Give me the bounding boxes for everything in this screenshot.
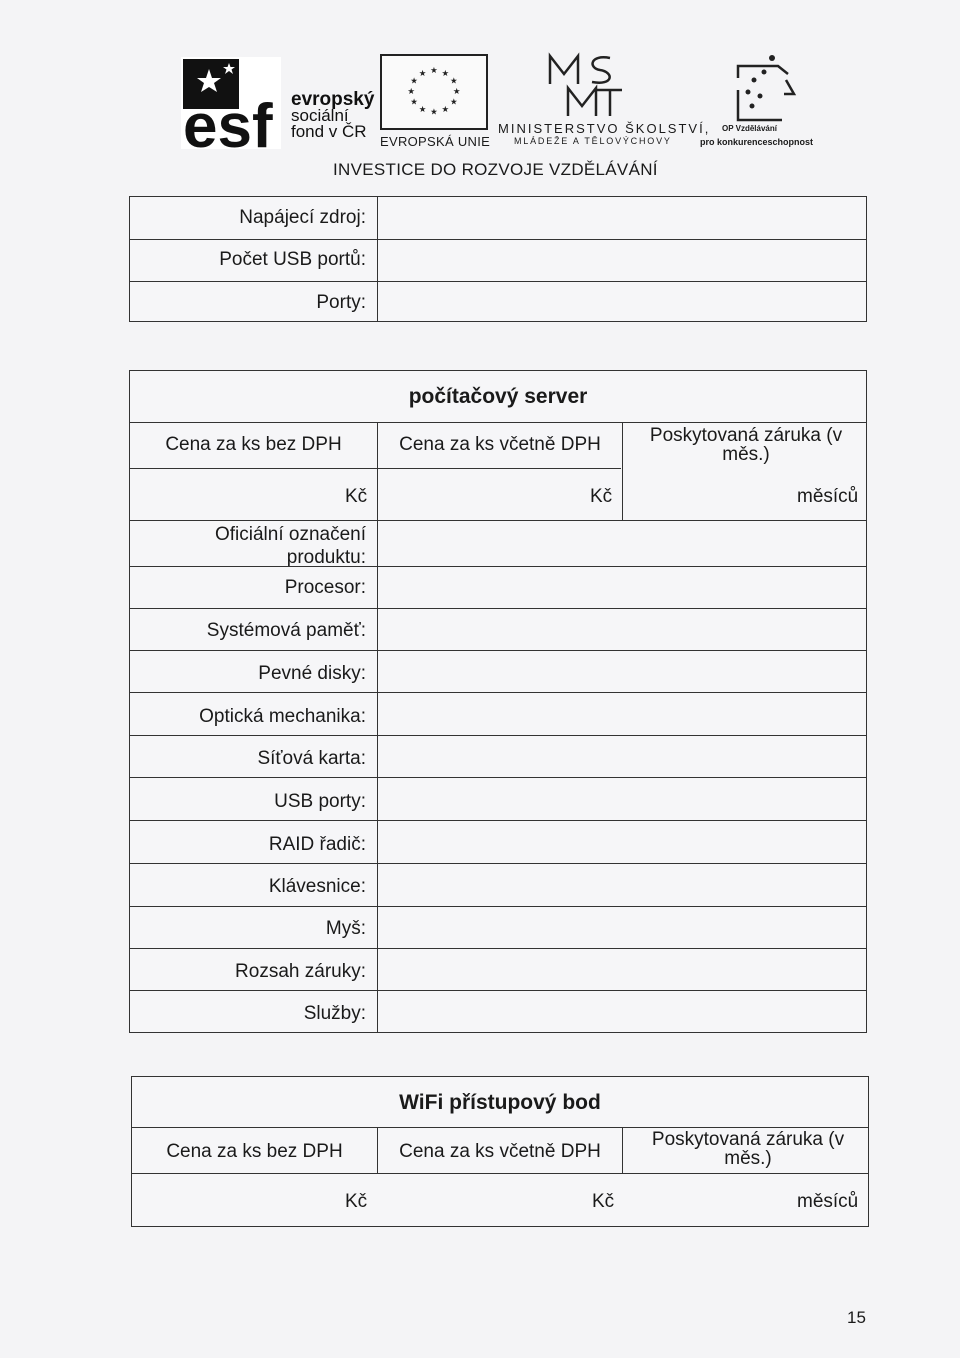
server-title: počítačový server	[408, 385, 588, 408]
server-col-price-no-vat: Cena za ks bez DPH	[165, 434, 342, 455]
svg-text:★: ★	[410, 76, 418, 87]
server-col-warranty: Poskytovaná záruka (v měs.)	[649, 425, 843, 465]
svg-text:★: ★	[441, 104, 450, 115]
wifi-col-price-no-vat: Cena za ks bez DPH	[166, 1141, 343, 1162]
label-usb-porty: USB porty:	[274, 791, 366, 812]
esf-line-2: sociální	[291, 106, 349, 125]
esf-text	[291, 89, 375, 141]
esf-logo	[181, 57, 281, 149]
svg-text:★: ★	[418, 68, 427, 79]
label-rozsah-zaruky: Rozsah záruky:	[235, 961, 366, 982]
label-mys: Myš:	[325, 918, 366, 939]
esf-line-3: fond v ČR	[291, 122, 367, 141]
esf-line-1: evropský	[291, 89, 375, 110]
svg-text:★: ★	[430, 107, 438, 118]
wifi-unit-kc-2: Kč	[592, 1191, 615, 1212]
op-logo	[724, 50, 804, 130]
label-sitova-karta: Síťová karta:	[257, 748, 366, 769]
svg-text:★: ★	[418, 104, 427, 115]
server-unit-kc-2: Kč	[590, 486, 613, 507]
wifi-col-price-vat: Cena za ks včetně DPH	[399, 1141, 601, 1162]
wifi-unit-kc-1: Kč	[345, 1191, 368, 1212]
server-col-price-vat: Cena za ks včetně DPH	[399, 434, 601, 455]
label-pocet-usb: Počet USB portů:	[219, 249, 366, 270]
svg-text:★: ★	[441, 68, 450, 79]
msmt-name-2: MLÁDEŽE A TĚLOVÝCHOVY	[514, 136, 672, 146]
label-sluzby: Služby:	[303, 1003, 366, 1024]
label-pevne-disky: Pevné disky:	[258, 663, 366, 684]
svg-text:★: ★	[407, 86, 416, 97]
server-unit-kc-1: Kč	[345, 486, 368, 507]
op-name-1: OP Vzdělávání	[722, 124, 777, 133]
eu-flag-logo	[380, 54, 488, 130]
svg-text:esf: esf	[183, 92, 273, 149]
svg-text:★: ★	[410, 97, 418, 108]
svg-text:★: ★	[430, 66, 438, 77]
svg-text:★: ★	[452, 86, 461, 97]
label-oficialni-oznaceni-text: Oficiální označení produktu:	[214, 524, 366, 568]
wifi-title: WiFi přístupový bod	[399, 1091, 601, 1114]
label-opticka-mechanika: Optická mechanika:	[199, 706, 366, 727]
wifi-unit-months: měsíců	[797, 1191, 859, 1212]
server-unit-months: měsíců	[797, 486, 859, 507]
investice-tagline: INVESTICE DO ROZVOJE VZDĚLÁVÁNÍ	[333, 160, 658, 179]
svg-text:★: ★	[450, 97, 458, 108]
msmt-logo	[540, 52, 635, 122]
eu-label: EVROPSKÁ UNIE	[380, 134, 491, 149]
label-oficialni-oznaceni	[206, 523, 366, 569]
wifi-table	[131, 1076, 869, 1227]
label-klavesnice: Klávesnice:	[268, 876, 366, 897]
label-porty: Porty:	[316, 292, 366, 313]
svg-text:★: ★	[450, 76, 458, 87]
wifi-col-warranty: Poskytovaná záruka (v měs.)	[651, 1129, 845, 1169]
page-number: 15	[847, 1308, 866, 1327]
msmt-name-1: MINISTERSTVO ŠKOLSTVÍ,	[498, 121, 711, 136]
server-table	[129, 370, 867, 1033]
label-procesor: Procesor:	[284, 577, 366, 598]
label-napajeci-zdroj: Napájecí zdroj:	[239, 207, 366, 228]
label-raid-radic: RAID řadič:	[268, 834, 366, 855]
power-usb-table	[129, 196, 867, 322]
op-name-2: pro konkurenceschopnost	[700, 137, 814, 147]
label-systemova-pamet: Systémová paměť:	[206, 620, 366, 641]
